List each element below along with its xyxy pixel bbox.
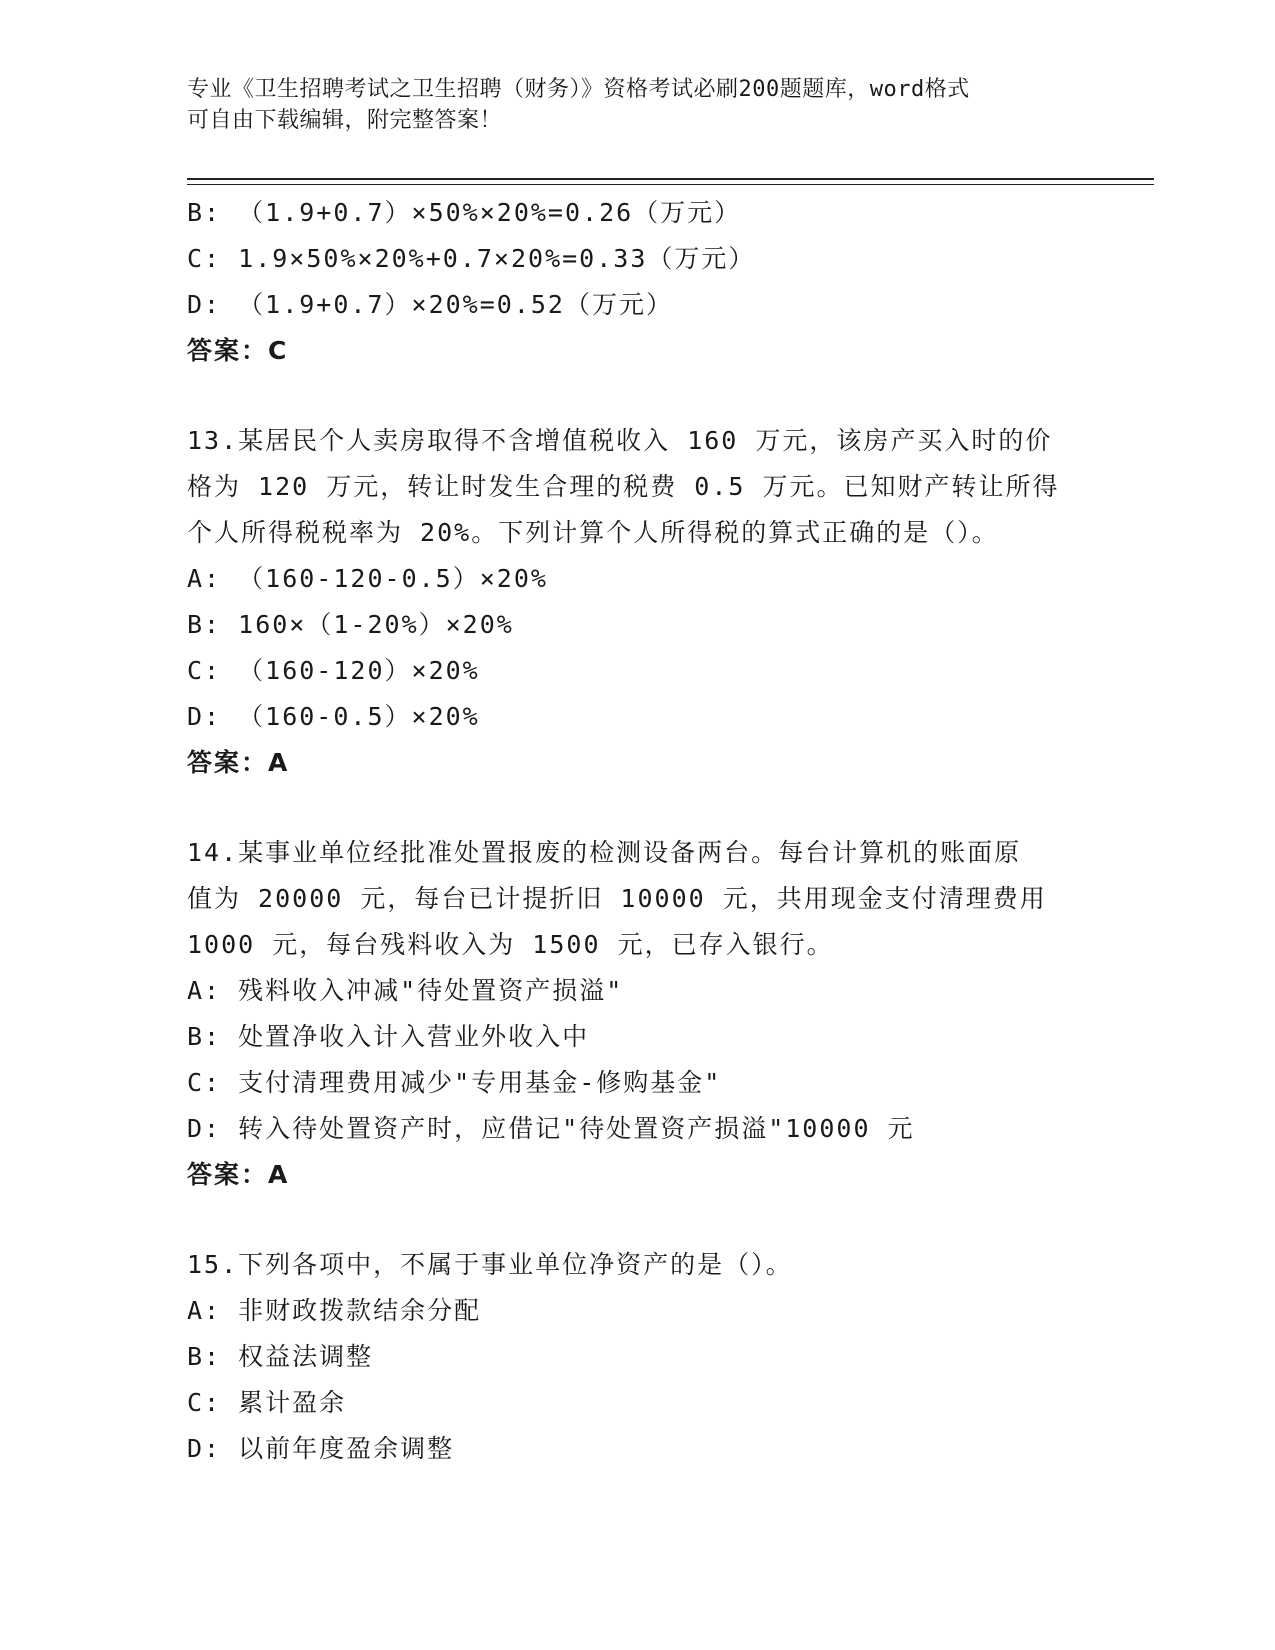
answer: 答案：C	[187, 336, 289, 365]
option-d: D: （160-0.5）×20%	[187, 702, 480, 731]
question-stem: 格为 120 万元，转让时发生合理的税费 0.5 万元。已知财产转让所得	[187, 472, 1060, 501]
option-a: A: 非财政拨款结余分配	[187, 1296, 482, 1325]
option-a: A: 残料收入冲减"待处置资产损溢"	[187, 976, 624, 1005]
spacer	[187, 1198, 1087, 1242]
question-stem: 15.下列各项中，不属于事业单位净资产的是（）。	[187, 1250, 793, 1279]
header-line-2: 可自由下载编辑，附完整答案！	[187, 108, 503, 133]
option-b: B: 处置净收入计入营业外收入中	[187, 1022, 590, 1051]
option-a: A: （160-120-0.5）×20%	[187, 564, 548, 593]
header-divider-thin	[187, 184, 1154, 185]
question-stem: 1000 元，每台残料收入为 1500 元，已存入银行。	[187, 930, 834, 959]
question-14	[187, 830, 1087, 1198]
option-b: B: （1.9+0.7）×50%×20%=0.26（万元）	[187, 198, 742, 227]
answer: 答案：A	[187, 1160, 290, 1189]
question-12-tail	[187, 190, 1087, 374]
header-divider-thick	[187, 178, 1154, 180]
document-body	[187, 190, 1087, 1472]
document-header	[187, 74, 1087, 136]
option-c: C: 支付清理费用减少"专用基金-修购基金"	[187, 1068, 722, 1097]
spacer	[187, 374, 1087, 418]
option-d: D: （1.9+0.7）×20%=0.52（万元）	[187, 290, 673, 319]
option-c: C: 累计盈余	[187, 1388, 347, 1417]
question-stem: 13.某居民个人卖房取得不含增值税收入 160 万元，该房产买入时的价	[187, 426, 1053, 455]
option-c: C: （160-120）×20%	[187, 656, 480, 685]
question-13	[187, 418, 1087, 786]
option-c: C: 1.9×50%×20%+0.7×20%=0.33（万元）	[187, 244, 756, 273]
header-line-1: 专业《卫生招聘考试之卫生招聘（财务）》资格考试必刷200题题库，word格式	[187, 77, 970, 102]
question-stem: 值为 20000 元，每台已计提折旧 10000 元，共用现金支付清理费用	[187, 884, 1047, 913]
question-stem: 个人所得税税率为 20%。下列计算个人所得税的算式正确的是（）。	[187, 518, 999, 547]
option-b: B: 权益法调整	[187, 1342, 374, 1371]
option-d: D: 转入待处置资产时，应借记"待处置资产损溢"10000 元	[187, 1114, 915, 1143]
option-b: B: 160×（1-20%）×20%	[187, 610, 514, 639]
spacer	[187, 786, 1087, 830]
option-d: D: 以前年度盈余调整	[187, 1434, 455, 1463]
question-15	[187, 1242, 1087, 1472]
question-stem: 14.某事业单位经批准处置报废的检测设备两台。每台计算机的账面原	[187, 838, 1022, 867]
answer: 答案：A	[187, 748, 290, 777]
